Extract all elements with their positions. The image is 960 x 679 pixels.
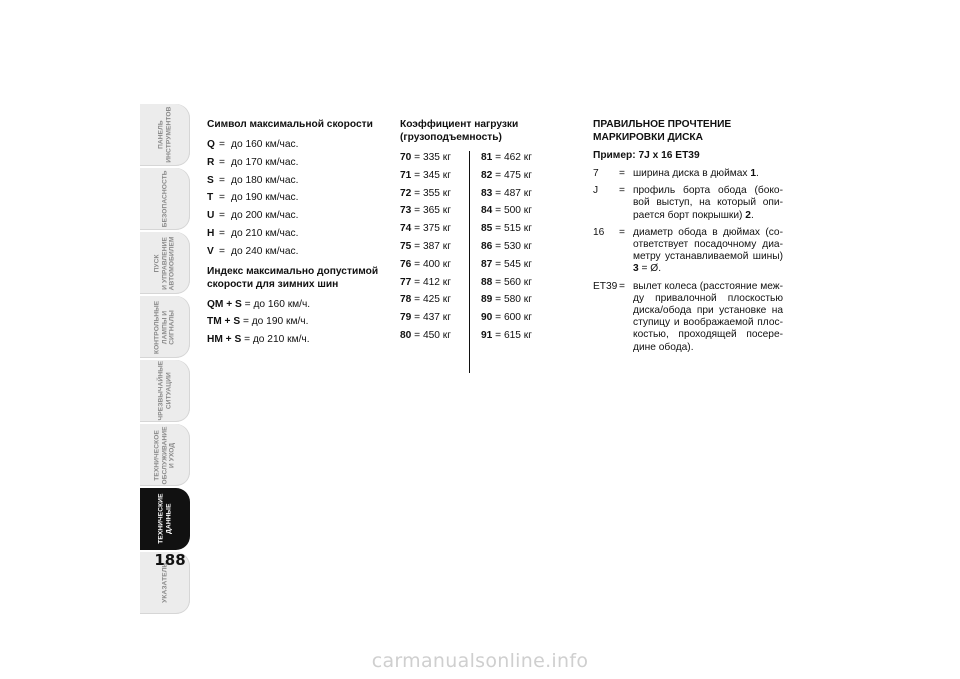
speed-value: до 180 км/час. <box>231 174 299 186</box>
tab-warning-lights[interactable] <box>140 296 190 358</box>
load-value: = 600 кг <box>492 312 532 324</box>
equals-sign: = <box>219 156 225 168</box>
rim-key: 16 <box>593 226 605 238</box>
load-index: 82 <box>481 169 493 181</box>
equals-sign: = <box>619 280 625 292</box>
load-index: 88 <box>481 276 493 288</box>
winter-heading: Индекс максимально допустимой скорости для зимних шин <box>207 265 379 290</box>
load-value: = 560 кг <box>492 276 532 288</box>
load-row <box>481 238 560 256</box>
load-value: = 515 кг <box>492 223 532 235</box>
speed-symbol: V <box>207 245 214 257</box>
winter-row <box>207 313 387 331</box>
speed-row <box>207 136 387 154</box>
speed-value: до 170 км/час. <box>231 156 299 168</box>
equals-sign: = <box>219 210 225 222</box>
load-value: = 412 кг <box>411 276 451 288</box>
load-row <box>400 274 479 292</box>
tab-maintenance[interactable] <box>140 424 190 486</box>
load-row <box>400 238 479 256</box>
load-row <box>481 256 560 274</box>
load-value: = 615 кг <box>492 329 532 341</box>
rim-description: диаметр обода в дюймах (со-ответствует посадочному диа-метру устанавливаемой шины) 3 = Ø. <box>633 226 783 275</box>
speed-symbol: S <box>207 174 214 186</box>
load-row <box>400 291 479 309</box>
speed-symbol: H <box>207 227 215 239</box>
equals-sign: = <box>619 168 625 179</box>
winter-value: = до 210 км/ч. <box>241 334 310 346</box>
load-row <box>481 185 560 203</box>
speed-heading: Символ максимальной скорости <box>207 119 373 130</box>
speed-row <box>207 172 387 190</box>
load-value: = 437 кг <box>411 312 451 324</box>
load-value: = 580 кг <box>492 294 532 306</box>
load-value: = 475 кг <box>492 169 532 181</box>
tab-emergency[interactable] <box>140 360 190 422</box>
speed-value: до 240 км/час. <box>231 245 299 257</box>
speed-value: до 210 км/час. <box>231 227 299 239</box>
winter-row <box>207 331 387 349</box>
load-index: 80 <box>400 329 412 341</box>
load-row <box>400 220 479 238</box>
equals-sign: = <box>219 139 225 150</box>
speed-row <box>207 207 387 225</box>
load-heading: Коэффициент нагрузки (грузоподъемность) <box>400 119 519 143</box>
load-value: = 387 кг <box>411 240 451 252</box>
load-row <box>400 149 479 167</box>
load-index: 87 <box>481 258 493 270</box>
tab-starting-driving[interactable] <box>140 232 190 294</box>
load-index: 73 <box>400 205 412 217</box>
rim-description: вылет колеса (расстояние меж-ду привалочной плоскостью диска/обода при установке на ступицу и воображаемой плос-костью, проходящей посере-дине обода). <box>633 280 783 353</box>
load-row <box>481 309 560 327</box>
speed-row <box>207 189 387 207</box>
load-row <box>400 185 479 203</box>
load-index: 78 <box>400 294 412 306</box>
load-value: = 375 кг <box>411 223 451 235</box>
load-row <box>481 327 560 345</box>
load-row <box>481 220 560 238</box>
load-value: = 450 кг <box>411 329 451 341</box>
load-column <box>400 118 560 345</box>
rim-row <box>593 185 783 222</box>
load-index: 76 <box>400 258 412 270</box>
load-row <box>400 167 479 185</box>
rim-heading: ПРАВИЛЬНОЕ ПРОЧТЕНИЕ МАРКИРОВКИ ДИСКА <box>593 119 732 143</box>
load-value: = 462 кг <box>492 152 532 163</box>
equals-sign: = <box>219 227 225 239</box>
rim-example: Пример: 7J x 16 ET39 <box>593 150 700 161</box>
tab-instrument-panel[interactable] <box>140 104 190 166</box>
load-row <box>400 309 479 327</box>
load-value: = 425 кг <box>411 294 451 306</box>
tab-label: ТЕХНИЧЕСКИЕ ДАННЫЕ <box>157 493 173 545</box>
load-index: 71 <box>400 169 412 181</box>
winter-value: = до 190 км/ч. <box>240 316 309 328</box>
load-value: = 365 кг <box>411 205 451 217</box>
speed-symbol: Q <box>207 139 215 150</box>
speed-row <box>207 243 387 261</box>
speed-symbol: T <box>207 192 214 204</box>
speed-value: до 160 км/час. <box>231 139 299 150</box>
load-index: 77 <box>400 276 412 288</box>
load-index: 90 <box>481 312 493 324</box>
load-row <box>400 256 479 274</box>
rim-key: 7 <box>593 168 599 179</box>
speed-column <box>207 118 387 349</box>
winter-value: = до 160 км/ч. <box>241 298 311 310</box>
load-value: = 487 кг <box>492 187 532 199</box>
load-index: 84 <box>481 205 493 217</box>
tab-label: ТЕХНИЧЕСКОЕ ОБСЛУЖИВАНИЕ И УХОД <box>153 425 176 485</box>
speed-row <box>207 154 387 172</box>
load-value: = 500 кг <box>492 205 532 217</box>
speed-row <box>207 225 387 243</box>
rim-key: J <box>593 185 599 197</box>
load-row <box>481 202 560 220</box>
rim-column <box>593 118 783 359</box>
load-divider <box>469 151 470 373</box>
load-row <box>481 291 560 309</box>
tab-label: ПУСК И УПРАВЛЕНИЕ АВТОМОБИЛЕМ <box>153 236 176 290</box>
load-value: = 355 кг <box>411 187 451 199</box>
rim-row <box>593 281 783 354</box>
load-index: 86 <box>481 240 493 252</box>
tab-label: ЧРЕЗВЫЧАЙНЫЕ СИТУАЦИИ <box>157 361 173 421</box>
load-row <box>400 202 479 220</box>
load-index: 70 <box>400 152 412 163</box>
load-index: 85 <box>481 223 493 235</box>
rim-row <box>593 168 783 180</box>
load-index: 79 <box>400 312 412 324</box>
tab-label: КОНТРОЛЬНЫЕ ЛАМПЫ И СИГНАЛЫ <box>153 300 176 354</box>
load-value: = 335 кг <box>411 152 451 163</box>
load-index: 83 <box>481 187 493 199</box>
load-index: 89 <box>481 294 493 306</box>
load-row <box>481 149 560 167</box>
load-row <box>481 274 560 292</box>
tab-technical-data[interactable] <box>140 488 190 550</box>
load-value: = 545 кг <box>492 258 532 270</box>
load-index: 74 <box>400 223 412 235</box>
load-list-left <box>400 149 479 345</box>
equals-sign: = <box>219 192 225 204</box>
speed-symbol: U <box>207 210 215 222</box>
tab-safety[interactable] <box>140 168 190 230</box>
load-table <box>400 149 560 345</box>
speed-symbol: R <box>207 156 215 168</box>
equals-sign: = <box>619 185 625 197</box>
load-value: = 400 кг <box>411 258 451 270</box>
tab-label: БЕЗОПАСНОСТЬ <box>161 170 169 228</box>
equals-sign: = <box>219 174 225 186</box>
load-index: 81 <box>481 152 493 163</box>
tab-label: ПАНЕЛЬ ИНСТРУМЕНТОВ <box>157 106 172 164</box>
load-list-right <box>479 149 560 345</box>
rim-description: профиль борта обода (боко-вой выступ, на который опи-рается борт покрышки) 2. <box>633 185 783 221</box>
tab-label: УКАЗАТЕЛЬ <box>161 562 169 604</box>
load-value: = 530 кг <box>492 240 532 252</box>
winter-code: QM + S <box>207 298 242 310</box>
rim-row <box>593 227 783 276</box>
equals-sign: = <box>619 226 625 238</box>
winter-code: TM + S <box>207 316 241 328</box>
equals-sign: = <box>219 245 225 257</box>
load-index: 91 <box>481 329 493 341</box>
load-index: 75 <box>400 240 412 252</box>
rim-key: ET39 <box>593 280 618 292</box>
load-index: 72 <box>400 187 412 199</box>
load-row <box>481 167 560 185</box>
load-value: = 345 кг <box>411 169 451 181</box>
watermark: carmanualsonline.info <box>371 650 589 672</box>
rim-description: ширина диска в дюймах 1. <box>633 168 759 179</box>
winter-row <box>207 296 387 314</box>
speed-value: до 200 км/час. <box>231 210 299 222</box>
speed-value: до 190 км/час. <box>231 192 299 204</box>
winter-code: HM + S <box>207 334 242 346</box>
page-number: 188 <box>154 551 186 569</box>
load-row <box>400 327 479 345</box>
